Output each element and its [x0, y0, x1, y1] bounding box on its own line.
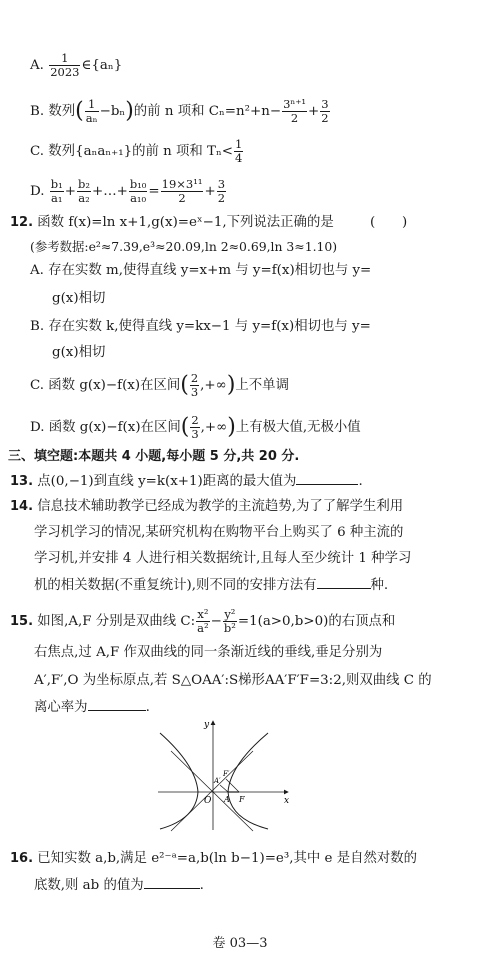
reference-data: (参考数据:e²≈7.39,e³≈20.09,ln 2≈0.69,ln 3≈1.10) — [30, 239, 338, 254]
label-a-prime: A′ — [214, 777, 221, 785]
q12-option-c: C. 函数 g(x)−f(x)在区间( $\frac{2}{3}$ ,+∞)上不单调 — [30, 371, 289, 399]
q12-option-a-line2: g(x)相切 — [52, 291, 106, 306]
answer-blank[interactable] — [317, 576, 371, 589]
hyperbola-figure — [150, 715, 300, 835]
hyperbola-right-branch — [228, 733, 268, 829]
q15-line1: 15. 如图,A,F 分别是双曲线 C: $\frac{\text{x²}}{\text{a²}}$ − $\frac{\text{y²}}{\text{b²}}$ =1(a>0,b>0)的右顶点和 — [10, 607, 396, 635]
q11-option-c: C. 数列{aₙaₙ₊₁}的前 n 项和 Tₙ< $\frac{1}{4}$ — [30, 137, 243, 165]
perpendicular-from-a — [220, 785, 228, 792]
q15-line4: 离心率为 . — [34, 700, 150, 715]
fraction: $\frac{\text{3ⁿ⁺¹}}{2}$ — [283, 97, 307, 125]
label-f: F — [239, 795, 245, 804]
hyperbola-left-branch — [160, 733, 198, 829]
q12-option-a-line1: A. 存在实数 m,使得直线 y=x+m 与 y=f(x)相切也与 y= — [30, 263, 372, 278]
answer-paren[interactable]: ( ) — [370, 215, 408, 230]
q14-line4: 机的相关数据(不重复统计),则不同的安排方法有 种. — [34, 578, 389, 593]
q11-option-b: B. 数列( $\frac{1}{\text{aₙ}}$ −bₙ)的前 n 项和 Cₙ=n²+n− $\frac{\text{3ⁿ⁺¹}}{2}$ + $\frac{3}{2}$ — [30, 97, 329, 125]
q12-option-d: D. 函数 g(x)−f(x)在区间( $\frac{2}{3}$ ,+∞)上有极大值,无极小值 — [30, 413, 361, 441]
label-a: A — [224, 795, 230, 804]
q11-option-a: A. $\frac{1}{2023}$ ∈{aₙ} — [30, 51, 123, 79]
q13: 13. 点(0,−1)到直线 y=k(x+1)距离的最大值为 . — [10, 474, 363, 489]
q14-line1: 14. 信息技术辅助教学已经成为教学的主流趋势,为了了解学生利用 — [10, 499, 404, 514]
label-y: y — [204, 720, 210, 730]
q12-option-b-line2: g(x)相切 — [52, 345, 106, 360]
section-title: 三、填空题:本题共 4 小题,每小题 5 分,共 20 分. — [8, 449, 300, 464]
fraction: $\frac{1}{\text{aₙ}}$ — [85, 97, 98, 125]
q16-line2: 底数,则 ab 的值为 . — [34, 878, 204, 893]
fraction: $\frac{1}{4}$ — [235, 137, 243, 165]
q16-line1: 16. 已知实数 a,b,满足 e²⁻ᵃ=a,b(ln b−1)=e³,其中 e 是自然对数的 — [10, 851, 418, 866]
q11-option-d: D. $\frac{\text{b₁}}{\text{a₁}}$ + $\frac{\text{b₂}}{\text{a₂}}$ +…+ $\frac{\text{b₁₀}}{\text{a₁₀}}$ = $\frac{\text{19×3¹¹}}{2}$ + $\frac{3}{2}$ — [30, 177, 226, 205]
q15-line3: A′,F′,O 为坐标原点,若 S△OAA′:S梯形AA′F′F=3:2,则双曲线 C 的 — [34, 673, 432, 688]
fraction: $\frac{3}{2}$ — [321, 97, 329, 125]
q15-line2: 右焦点,过 A,F 作双曲线的同一条渐近线的垂线,垂足分别为 — [34, 645, 383, 660]
fraction: $\frac{1}{2023}$ — [50, 51, 80, 79]
page-footer: 卷 03—3 — [212, 936, 268, 951]
label-f-prime: F′ — [223, 770, 230, 778]
answer-blank[interactable] — [88, 698, 146, 711]
q12-option-b-line1: B. 存在实数 k,使得直线 y=kx−1 与 y=f(x)相切也与 y= — [30, 319, 371, 334]
label-o: O — [204, 796, 212, 806]
answer-blank[interactable] — [144, 876, 200, 889]
question-number: 12. — [10, 215, 34, 230]
q14-line3: 学习机,并安排 4 人进行相关数据统计,且每人至少统计 1 种学习 — [34, 551, 412, 566]
answer-blank[interactable] — [296, 472, 358, 485]
q14-line2: 学习机学习的情况,某研究机构在购物平台上购买了 6 种主流的 — [34, 525, 404, 540]
label-x: x — [284, 796, 290, 806]
q12-stem: 12. 函数 f(x)=ln x+1,g(x)=eˣ−1,下列说法正确的是 — [10, 215, 334, 230]
